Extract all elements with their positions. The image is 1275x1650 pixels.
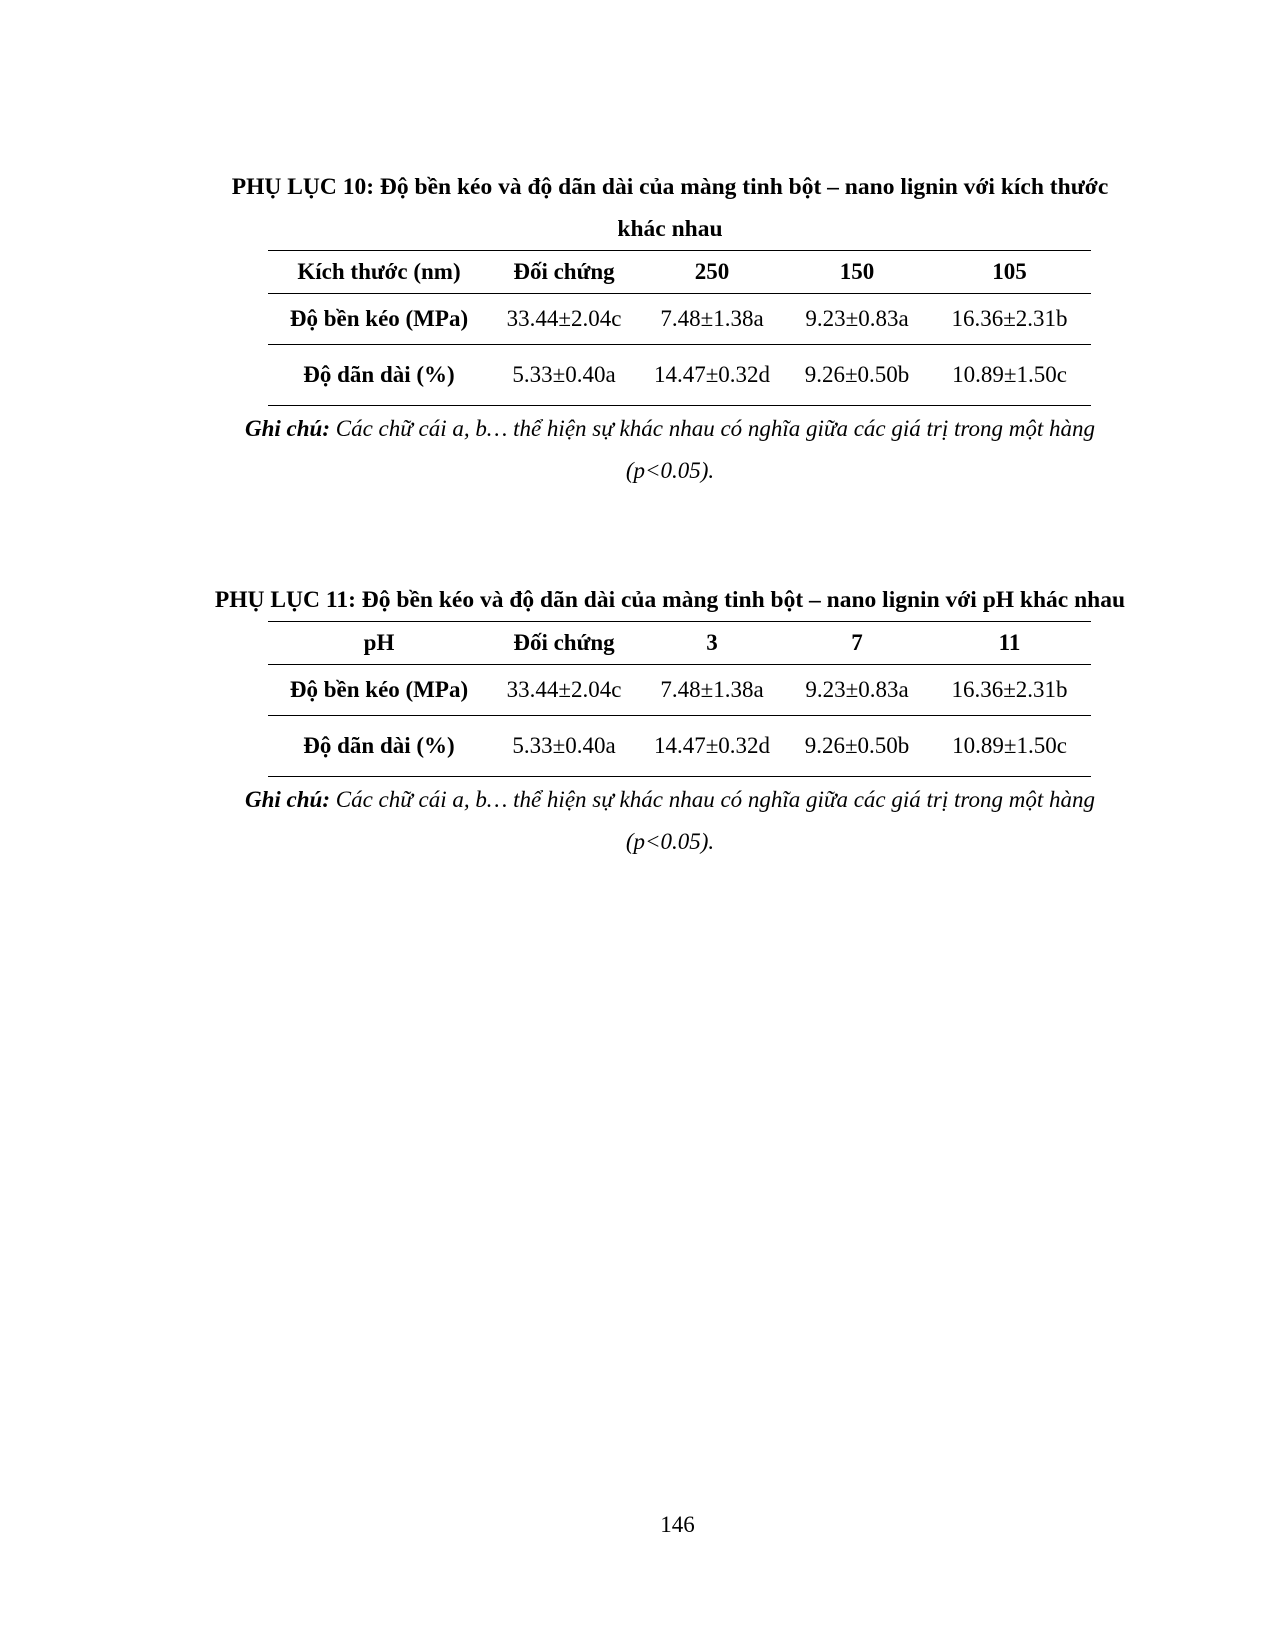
header-cell-ph: pH: [268, 622, 490, 665]
table-cell: 5.33±0.40a: [490, 345, 638, 406]
note-text: Các chữ cái a, b… thể hiện sự khác nhau có nghĩa giữa các giá trị trong một hàng (p<0.05).: [329, 787, 1096, 854]
appendix-title: PHỤ LỤC 10: Độ bền kéo và độ dãn dài của màng tinh bột – nano lignin với kích thước khác nhau: [231, 174, 1109, 242]
table-cell: 7.48±1.38a: [638, 665, 786, 716]
table-cell: 5.33±0.40a: [490, 716, 638, 777]
table-cell: 9.23±0.83a: [786, 294, 928, 345]
results-table: [268, 250, 1091, 406]
row-label: Độ bền kéo (MPa): [268, 294, 490, 345]
table-cell: 9.26±0.50b: [786, 716, 928, 777]
header-cell-control: Đối chứng: [490, 251, 638, 294]
table-cell: 33.44±2.04c: [490, 665, 638, 716]
table-cell: 10.89±1.50c: [928, 716, 1091, 777]
appendix-11: [0, 579, 1275, 863]
table-cell: 33.44±2.04c: [490, 294, 638, 345]
header-cell-ph-7: 7: [786, 622, 928, 665]
note-text: Các chữ cái a, b… thể hiện sự khác nhau có nghĩa giữa các giá trị trong một hàng (p<0.05).: [329, 416, 1096, 483]
header-cell-ph-11: 11: [928, 622, 1091, 665]
note-label: Ghi chú:: [244, 787, 330, 812]
row-label: Độ bền kéo (MPa): [268, 665, 490, 716]
table-header-row: [268, 251, 1091, 294]
header-cell-ph-3: 3: [638, 622, 786, 665]
table-cell: 16.36±2.31b: [928, 294, 1091, 345]
header-cell-250: 250: [638, 251, 786, 294]
header-cell-150: 150: [786, 251, 928, 294]
table-row-elongation: [268, 716, 1091, 777]
row-label: Độ dãn dài (%): [268, 345, 490, 406]
table-cell: 9.26±0.50b: [786, 345, 928, 406]
table-cell: 16.36±2.31b: [928, 665, 1091, 716]
table-cell: 10.89±1.50c: [928, 345, 1091, 406]
header-cell-control: Đối chứng: [490, 622, 638, 665]
row-label: Độ dãn dài (%): [268, 716, 490, 777]
table-cell: 14.47±0.32d: [638, 716, 786, 777]
header-cell-size: Kích thước (nm): [268, 251, 490, 294]
table-row-tensile-strength: [268, 294, 1091, 345]
table-cell: 9.23±0.83a: [786, 665, 928, 716]
table-note: [210, 779, 1130, 863]
appendix-10: [0, 166, 1275, 492]
table-cell: 7.48±1.38a: [638, 294, 786, 345]
table-header-row: [268, 622, 1091, 665]
note-label: Ghi chú:: [244, 416, 330, 441]
header-cell-105: 105: [928, 251, 1091, 294]
table-row-tensile-strength: [268, 665, 1091, 716]
page-number: 146: [660, 1512, 695, 1537]
results-table: [268, 621, 1091, 777]
appendix-title: PHỤ LỤC 11: Độ bền kéo và độ dãn dài của màng tinh bột – nano lignin với pH khác nhau: [214, 587, 1126, 613]
table-cell: 14.47±0.32d: [638, 345, 786, 406]
table-note: [210, 408, 1130, 492]
table-row-elongation: [268, 345, 1091, 406]
